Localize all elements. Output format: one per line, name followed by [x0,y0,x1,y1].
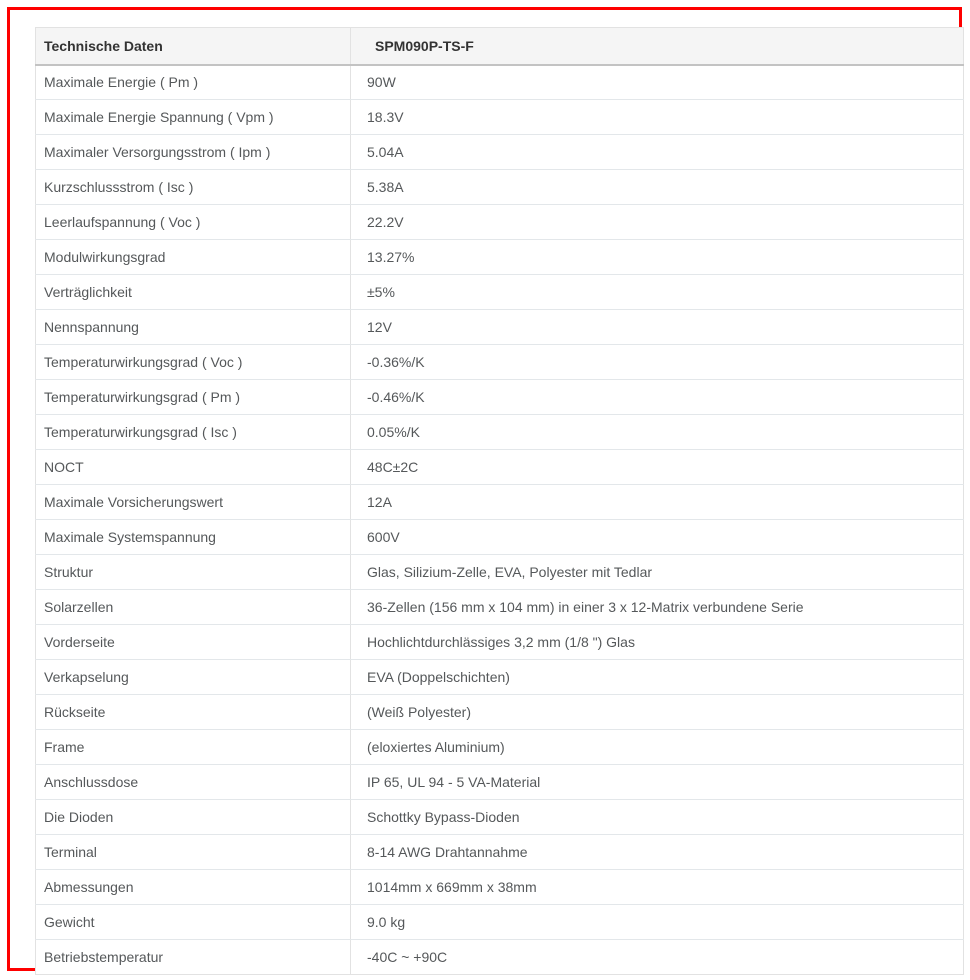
technical-data-table [35,27,964,975]
spec-label: Kurzschlussstrom ( Isc ) [36,170,351,205]
spec-label: Rückseite [36,695,351,730]
table-row [36,800,964,835]
spec-value: Schottky Bypass-Dioden [351,800,964,835]
spec-value: 90W [351,65,964,100]
table-row [36,590,964,625]
spec-value: 48C±2C [351,450,964,485]
spec-value: 36-Zellen (156 mm x 104 mm) in einer 3 x 12-Matrix verbundene Serie [351,590,964,625]
table-row [36,135,964,170]
spec-value: ±5% [351,275,964,310]
spec-label: Gewicht [36,905,351,940]
spec-label: Vorderseite [36,625,351,660]
table-row [36,765,964,800]
table-row [36,205,964,240]
spec-label: Abmessungen [36,870,351,905]
spec-label: Maximale Energie Spannung ( Vpm ) [36,100,351,135]
spec-label: Modulwirkungsgrad [36,240,351,275]
spec-label: Verkapselung [36,660,351,695]
spec-label: Nennspannung [36,310,351,345]
spec-value: 0.05%/K [351,415,964,450]
table-row [36,240,964,275]
spec-label: Anschlussdose [36,765,351,800]
table-row [36,275,964,310]
table-row [36,170,964,205]
table-row [36,870,964,905]
spec-value: 1014mm x 669mm x 38mm [351,870,964,905]
spec-value: 12A [351,485,964,520]
spec-label: Maximale Systemspannung [36,520,351,555]
table-row [36,905,964,940]
spec-label: Maximaler Versorgungsstrom ( Ipm ) [36,135,351,170]
spec-value: (Weiß Polyester) [351,695,964,730]
spec-label: Maximale Energie ( Pm ) [36,65,351,100]
table-row [36,520,964,555]
spec-label: Betriebstemperatur [36,940,351,975]
spec-value: 18.3V [351,100,964,135]
spec-value: 600V [351,520,964,555]
spec-value: 13.27% [351,240,964,275]
spec-label: Frame [36,730,351,765]
spec-value: 8-14 AWG Drahtannahme [351,835,964,870]
table-row [36,380,964,415]
spec-value: Glas, Silizium-Zelle, EVA, Polyester mit Tedlar [351,555,964,590]
spec-value: -0.46%/K [351,380,964,415]
table-row [36,485,964,520]
table-row [36,660,964,695]
spec-value: 5.04A [351,135,964,170]
spec-label: Temperaturwirkungsgrad ( Pm ) [36,380,351,415]
table-row [36,625,964,660]
table-row [36,65,964,100]
table-header-row [36,28,964,65]
table-row [36,730,964,765]
spec-value: -0.36%/K [351,345,964,380]
spec-value: -40C ~ +90C [351,940,964,975]
spec-value: 5.38A [351,170,964,205]
spec-label: Terminal [36,835,351,870]
spec-label: Struktur [36,555,351,590]
table-header-title: Technische Daten [36,28,351,65]
table-row [36,310,964,345]
spec-label: Solarzellen [36,590,351,625]
spec-label: Die Dioden [36,800,351,835]
spec-value: 22.2V [351,205,964,240]
spec-value: 12V [351,310,964,345]
spec-label: NOCT [36,450,351,485]
table-row [36,940,964,975]
red-highlight-frame [7,7,962,971]
table-header-model: SPM090P-TS-F [351,28,964,65]
spec-value: EVA (Doppelschichten) [351,660,964,695]
spec-label: Temperaturwirkungsgrad ( Isc ) [36,415,351,450]
spec-value: IP 65, UL 94 - 5 VA-Material [351,765,964,800]
spec-label: Temperaturwirkungsgrad ( Voc ) [36,345,351,380]
table-row [36,695,964,730]
table-row [36,345,964,380]
spec-value: Hochlichtdurchlässiges 3,2 mm (1/8 ") Glas [351,625,964,660]
spec-label: Maximale Vorsicherungswert [36,485,351,520]
spec-value: (eloxiertes Aluminium) [351,730,964,765]
spec-value: 9.0 kg [351,905,964,940]
spec-label: Verträglichkeit [36,275,351,310]
table-row [36,835,964,870]
spec-label: Leerlaufspannung ( Voc ) [36,205,351,240]
table-row [36,415,964,450]
table-row [36,100,964,135]
table-row [36,450,964,485]
table-row [36,555,964,590]
